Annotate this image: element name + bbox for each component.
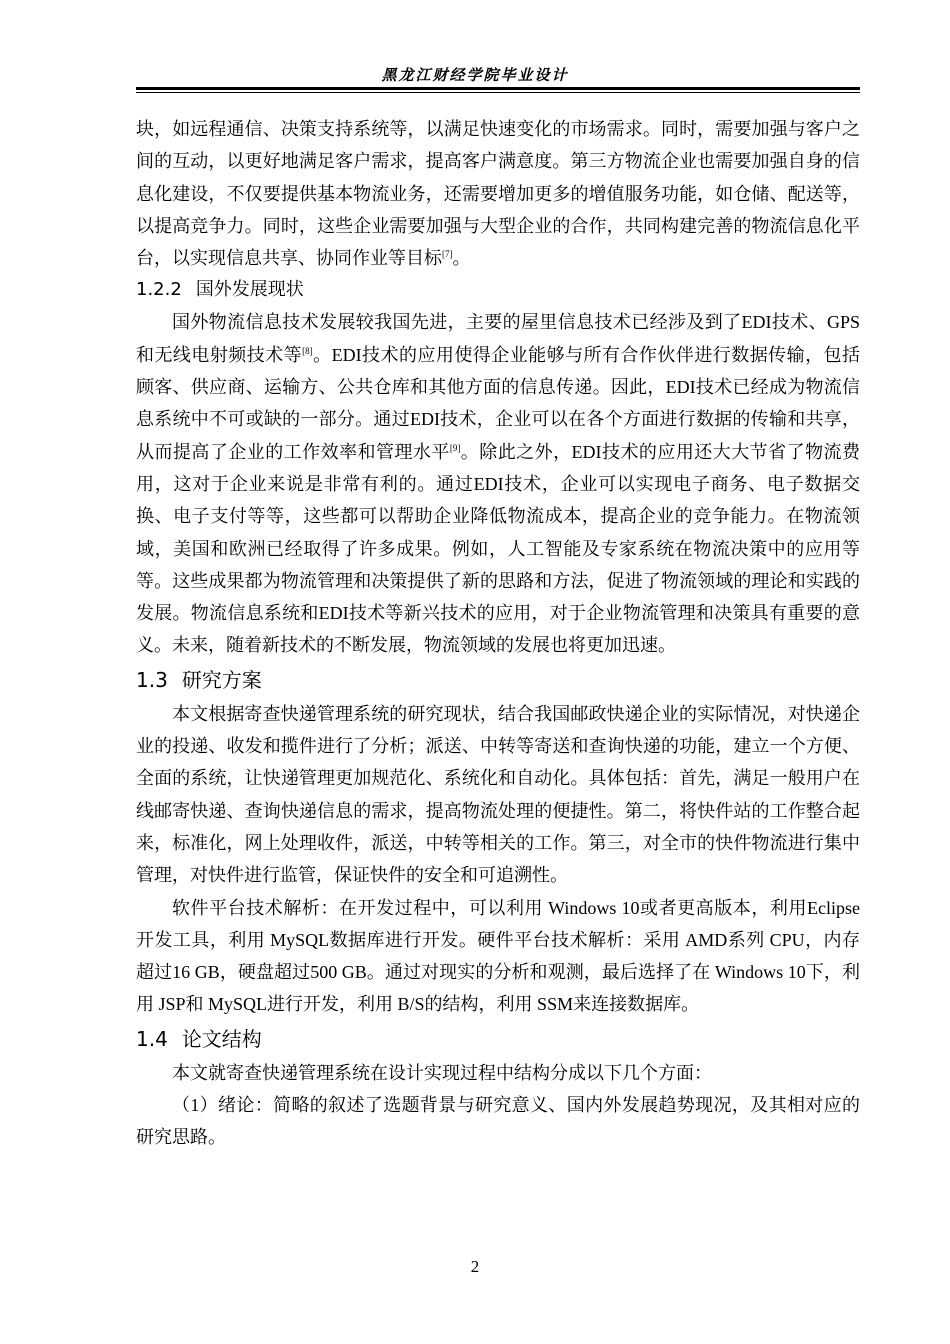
paragraph-research-plan: 本文根据寄查快递管理系统的研究现状，结合我国邮政快递企业的实际情况，对快递企业的投递、收发和揽件进行了分析；派送、中转等寄送和查询快递的功能，建立一个方便、全面的系统，让快递管理更加规范化、系统化和自动化。具体包括：首先，满足一般用户在线邮寄快递、查询快递信息的需求，提高物流处理的便捷性。第二，将快件站的工作整合起来，标准化，网上处理收件，派送，中转等相关的工作。第三，对全市的快件物流进行集中管理，对快件进行监管，保证快件的安全和可追溯性。 [136, 703, 860, 886]
running-header-title: 黑龙江财经学院毕业设计 [381, 66, 569, 84]
body-content [136, 113, 860, 1154]
paragraph-text: 。 [452, 248, 471, 269]
heading-text: 国外发展现状 [195, 279, 304, 301]
heading-number: 1.3 [136, 667, 168, 692]
paragraph-continued [136, 113, 860, 274]
heading-text: 论文结构 [181, 1026, 262, 1051]
paragraph-structure-intro: 本文就寄查快递管理系统在设计实现过程中结构分成以下几个方面： [172, 1062, 712, 1083]
page-number: 2 [470, 1257, 480, 1276]
citation-ref: [9] [449, 442, 461, 453]
section-heading-1-4 [136, 1021, 860, 1057]
heading-number: 1.4 [136, 1026, 168, 1051]
paragraph-text: 块，如远程通信、决策支持系统等，以满足快速变化的市场需求。同时，需要加强与客户之间的互动，以更好地满足客户需求，提高客户满意度。第三方物流企业也需要加强自身的信息化建设，不仅要提供基本物流业务，还需要增加更多的增值服务功能，如仓储、配送等，以提高竞争力。同时，这些企业需要加强与大型企业的合作，共同构建完善的物流信息化平台，以实现信息共享、协同作业等目标 [136, 119, 860, 269]
section-heading-1-2-2 [136, 274, 860, 306]
paragraph-text: 。除此之外，EDI技术的应用还大大节省了物流费用，这对于企业来说是非常有利的。通过EDI技术，企业可以实现电子商务、电子数据交换、电子支付等等，这些都可以帮助企业降低物流成本，提高企业的竞争能力。在物流领域，美国和欧洲已经取得了许多成果。例如，人工智能及专家系统在物流决策中的应用等等。这些成果都为物流管理和决策提供了新的思路和方法，促进了物流领域的理论和实践的发展。物流信息系统和EDI技术等新兴技术的应用，对于企业物流管理和决策具有重要的意义。未来，随着新技术的不断发展，物流领域的发展也将更加迅速。 [136, 441, 860, 656]
paragraph-text: 国外物流信息技术发展较我国先进，主要的屋里信息技术已经涉及到了EDI技术、GPS和无线电射频技术等 [136, 312, 860, 365]
header-rule-thick [136, 87, 860, 90]
heading-number: 1.2.2 [136, 279, 182, 301]
paragraph-foreign-development [136, 306, 860, 661]
heading-text: 研究方案 [181, 667, 262, 692]
citation-ref: [8] [302, 345, 313, 356]
paragraph-structure-item-1: （1）绪论：简略的叙述了选题背景与研究意义、国内外发展趋势现况，及其相对应的研究思路。 [136, 1095, 860, 1148]
paragraph-platform: 软件平台技术解析：在开发过程中，可以利用 Windows 10或者更高版本，利用Eclipse开发工具，利用 MySQL数据库进行开发。硬件平台技术解析：采用 AMD系列 CPU，内存超过16 GB，硬盘超过500 GB。通过对现实的分析和观测，最后选择了在 Windows 10下，利用 JSP和 MySQL进行开发，利用 B/S的结构，利用 SSM来连接数据库。 [136, 897, 860, 1015]
paragraph-text: 。EDI技术的应用使得企业能够与所有合作伙伴进行数据传输，包括顾客、供应商、运输方、公共仓库和其他方面的信息传递。因此，EDI技术已经成为物流信息系统中不可或缺的一部分。通过EDI技术，企业可以在各个方面进行数据的传输和共享，从而提高了企业的工作效率和管理水平 [136, 344, 860, 462]
citation-ref: [7] [442, 249, 453, 260]
header-rule-thin [136, 92, 860, 93]
section-heading-1-3 [136, 662, 860, 698]
